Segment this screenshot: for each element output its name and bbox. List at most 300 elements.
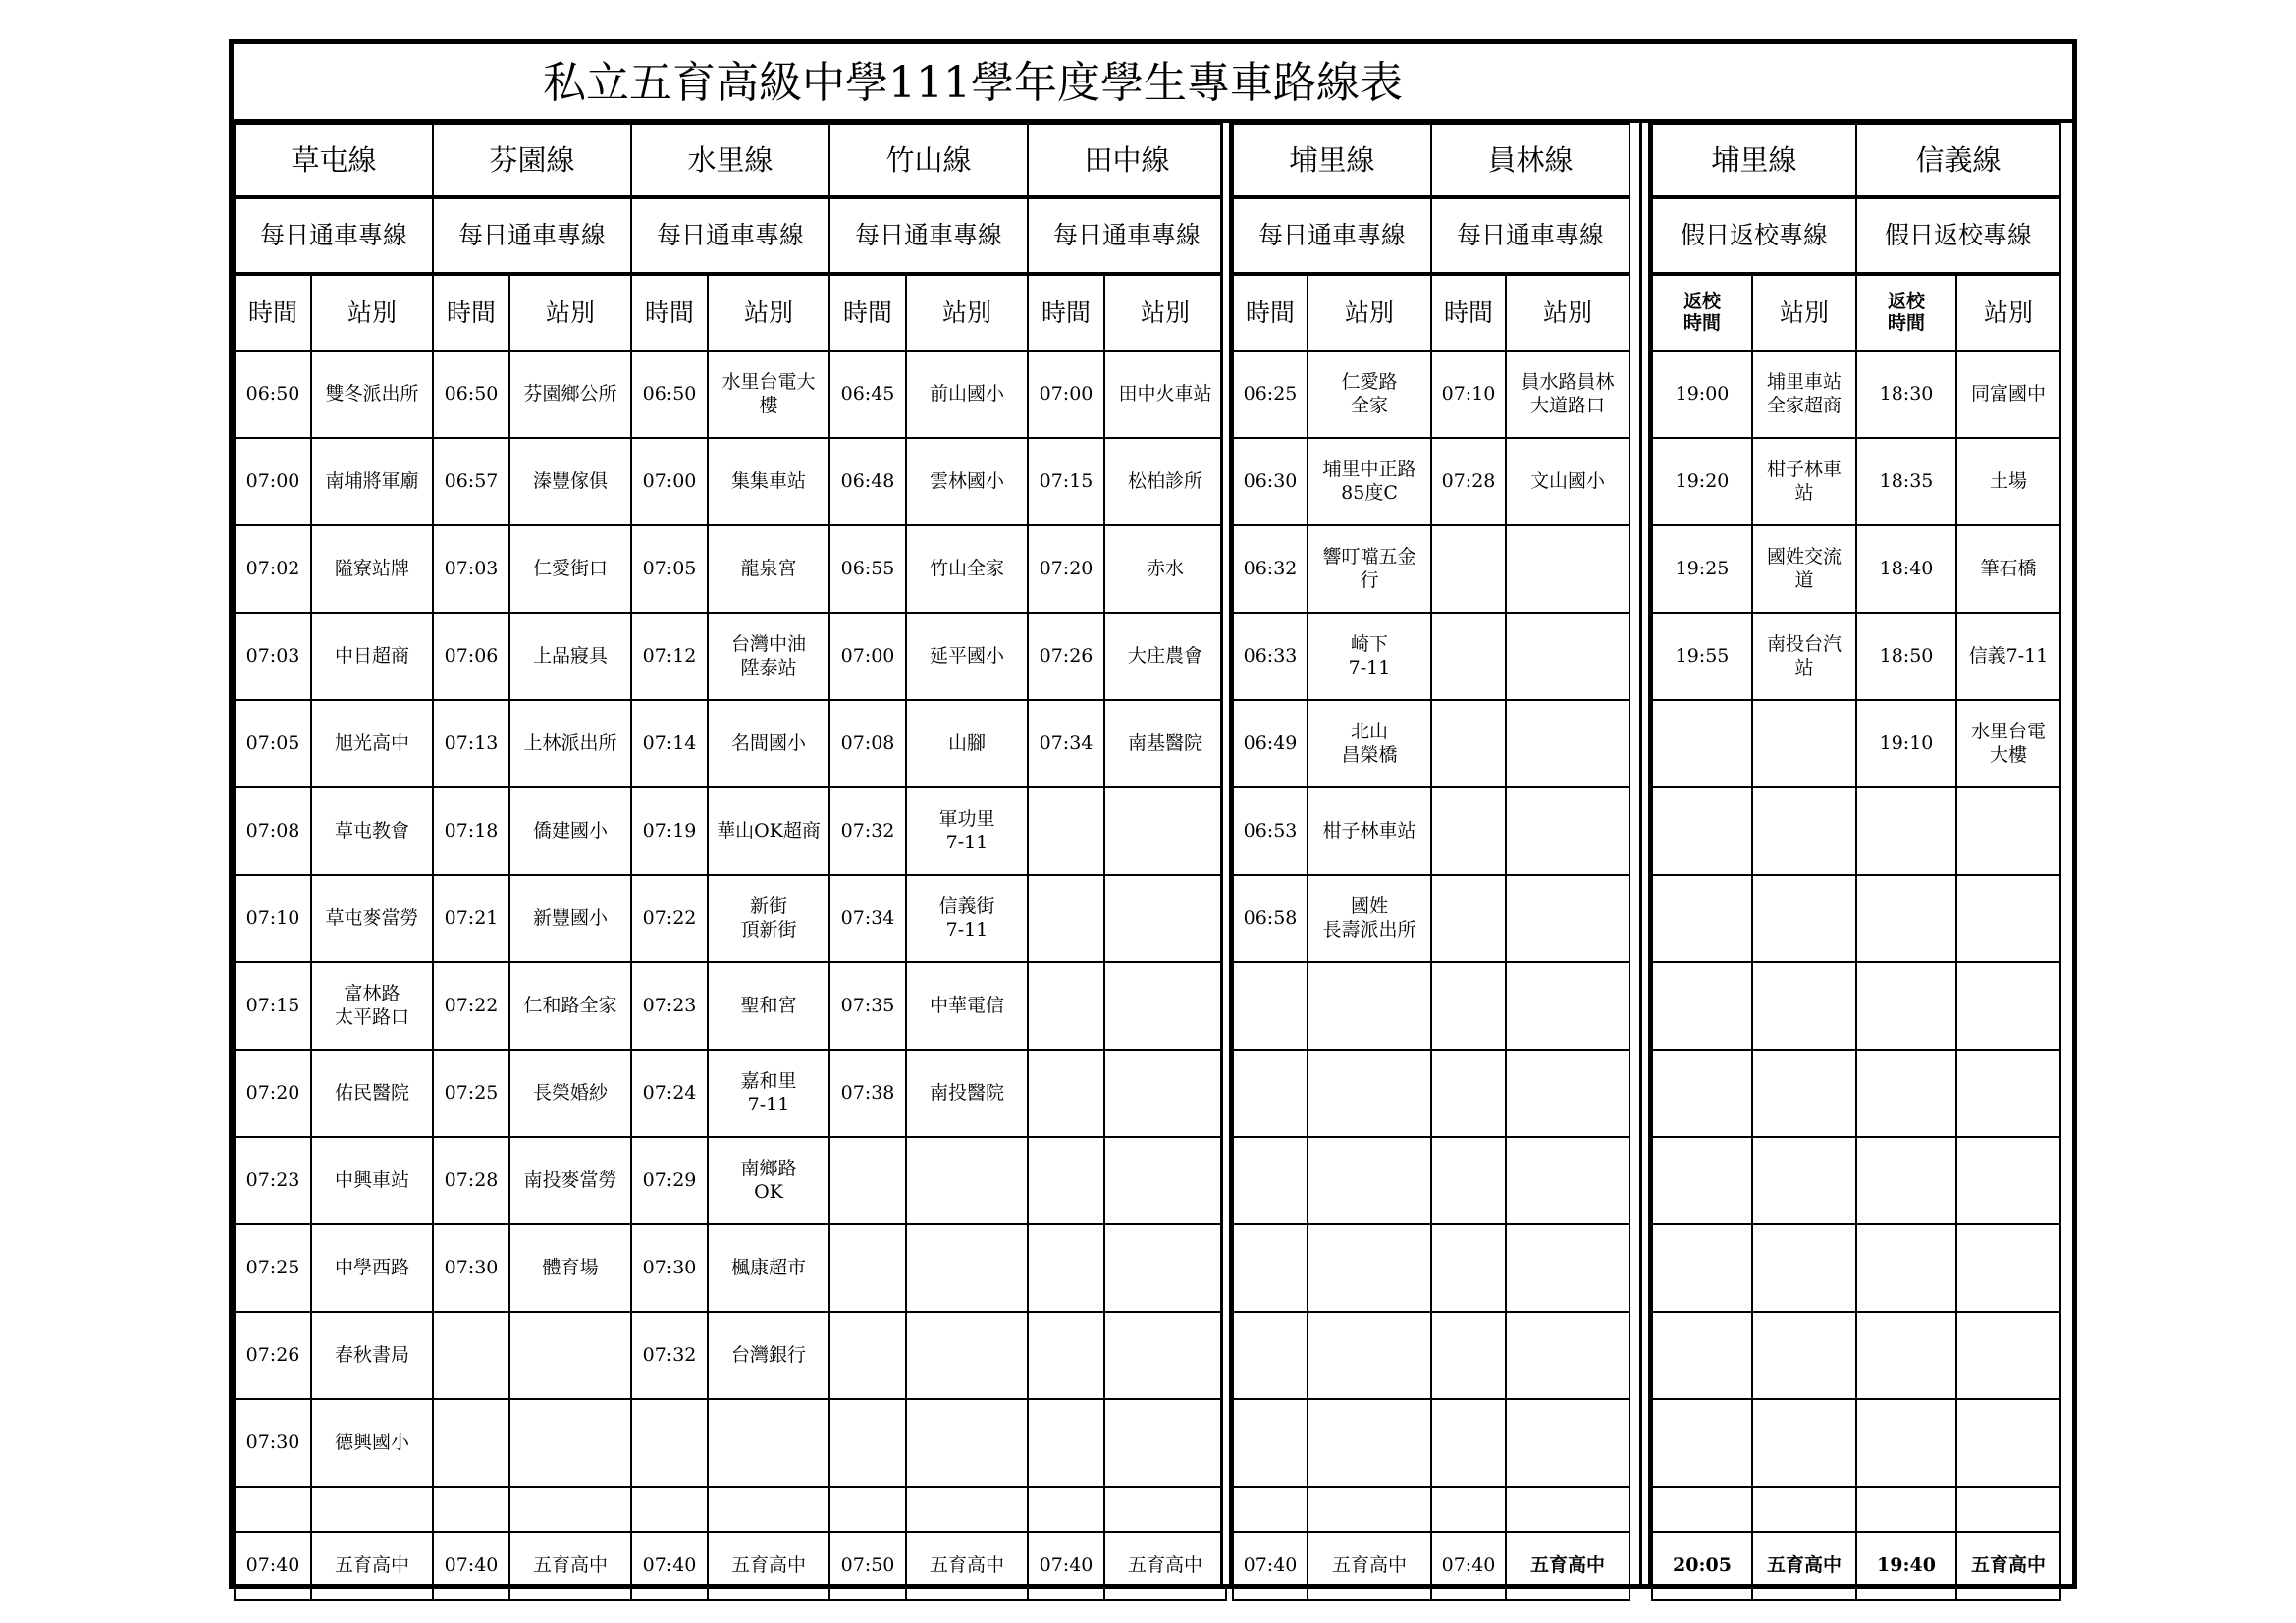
stop-time: 06:50 bbox=[631, 351, 708, 438]
stop-time: 07:00 bbox=[829, 613, 906, 700]
stop-time: 07:21 bbox=[433, 875, 509, 962]
stop-time: 07:08 bbox=[235, 787, 311, 875]
stop-time: 18:40 bbox=[1856, 525, 1956, 613]
time-header: 時間 bbox=[235, 274, 311, 351]
return-time-header: 返校 時間 bbox=[1856, 274, 1956, 351]
table-row bbox=[1652, 787, 2060, 875]
route-service-type: 每日通車專線 bbox=[1431, 197, 1629, 274]
stop-time: 07:15 bbox=[235, 962, 311, 1050]
stop-name: 新街 頂新街 bbox=[708, 875, 829, 962]
stop-name: 國姓交流 道 bbox=[1752, 525, 1856, 613]
stop-name: 竹山全家 bbox=[906, 525, 1028, 613]
stop-time bbox=[1028, 1050, 1104, 1137]
route-name: 信義線 bbox=[1856, 124, 2060, 197]
stop-time: 07:23 bbox=[235, 1137, 311, 1224]
table-row bbox=[1233, 351, 1629, 438]
time-header: 時間 bbox=[433, 274, 509, 351]
blank-cell bbox=[1856, 1487, 1956, 1532]
stop-time bbox=[1233, 1137, 1308, 1224]
table-row bbox=[1652, 962, 2060, 1050]
stop-name: 仁愛街口 bbox=[509, 525, 631, 613]
stop-name: 信義街 7-11 bbox=[906, 875, 1028, 962]
table-row bbox=[235, 962, 1226, 1050]
stop-name bbox=[1956, 1137, 2060, 1224]
stop-time: 07:29 bbox=[631, 1137, 708, 1224]
table-row bbox=[235, 351, 1226, 438]
stop-time bbox=[1431, 1050, 1506, 1137]
stop-time bbox=[1028, 1224, 1104, 1312]
table-row bbox=[1652, 1224, 2060, 1312]
stop-time bbox=[1652, 1399, 1752, 1487]
table-row bbox=[1233, 1399, 1629, 1487]
stop-time bbox=[1233, 1312, 1308, 1399]
final-row bbox=[235, 1532, 1226, 1600]
arrival-time: 07:40 bbox=[631, 1532, 708, 1600]
table-row bbox=[235, 438, 1226, 525]
table-row bbox=[1233, 962, 1629, 1050]
stop-name: 北山 昌榮橋 bbox=[1308, 700, 1431, 787]
stop-time: 07:26 bbox=[1028, 613, 1104, 700]
stop-time: 06:32 bbox=[1233, 525, 1308, 613]
stop-name bbox=[1752, 962, 1856, 1050]
stop-time: 07:30 bbox=[235, 1399, 311, 1487]
stop-time: 07:22 bbox=[433, 962, 509, 1050]
stop-name: 芬園鄉公所 bbox=[509, 351, 631, 438]
stop-name: 土場 bbox=[1956, 438, 2060, 525]
stop-name: 前山國小 bbox=[906, 351, 1028, 438]
stop-name bbox=[1956, 787, 2060, 875]
arrival-stop: 五育高中 bbox=[1506, 1532, 1629, 1600]
table-row bbox=[235, 1312, 1226, 1399]
stop-name: 旭光高中 bbox=[311, 700, 433, 787]
table-row bbox=[1233, 613, 1629, 700]
stop-name bbox=[1308, 1137, 1431, 1224]
stop-time: 07:05 bbox=[235, 700, 311, 787]
blank-cell bbox=[829, 1487, 906, 1532]
stop-name: 員水路員林 大道路口 bbox=[1506, 351, 1629, 438]
table-row bbox=[1652, 700, 2060, 787]
stop-name: 中日超商 bbox=[311, 613, 433, 700]
stop-time: 07:06 bbox=[433, 613, 509, 700]
route-name: 田中線 bbox=[1028, 124, 1226, 197]
blank-cell bbox=[235, 1487, 311, 1532]
stop-name: 隘寮站牌 bbox=[311, 525, 433, 613]
table-row bbox=[1233, 1312, 1629, 1399]
stop-name: 柑子林車 站 bbox=[1752, 438, 1856, 525]
stop-name bbox=[906, 1224, 1028, 1312]
blank-cell bbox=[509, 1487, 631, 1532]
route-service-type: 每日通車專線 bbox=[1028, 197, 1226, 274]
stop-name bbox=[1104, 1312, 1226, 1399]
stop-time bbox=[1431, 525, 1506, 613]
table-row bbox=[235, 1224, 1226, 1312]
stop-time: 07:15 bbox=[1028, 438, 1104, 525]
table-row bbox=[1652, 351, 2060, 438]
stop-time bbox=[1233, 962, 1308, 1050]
stop-name: 中華電信 bbox=[906, 962, 1028, 1050]
table-row bbox=[1233, 438, 1629, 525]
stop-time: 06:57 bbox=[433, 438, 509, 525]
blank-cell bbox=[1506, 1487, 1629, 1532]
stop-name: 草屯麥當勞 bbox=[311, 875, 433, 962]
time-header: 時間 bbox=[1028, 274, 1104, 351]
stop-time: 06:55 bbox=[829, 525, 906, 613]
stop-time: 07:35 bbox=[829, 962, 906, 1050]
table-row bbox=[235, 875, 1226, 962]
route-service-type: 每日通車專線 bbox=[631, 197, 829, 274]
table-row bbox=[1652, 875, 2060, 962]
stop-name bbox=[1956, 1224, 2060, 1312]
arrival-time: 20:05 bbox=[1652, 1532, 1752, 1600]
table-row bbox=[1652, 1050, 2060, 1137]
stop-time bbox=[1431, 787, 1506, 875]
stop-time bbox=[1233, 1399, 1308, 1487]
table-row bbox=[1233, 1137, 1629, 1224]
arrival-stop: 五育高中 bbox=[1956, 1532, 2060, 1600]
blank-cell bbox=[1431, 1487, 1506, 1532]
stop-header: 站別 bbox=[1104, 274, 1226, 351]
stop-name bbox=[906, 1137, 1028, 1224]
time-header: 時間 bbox=[1233, 274, 1308, 351]
final-row bbox=[1233, 1532, 1629, 1600]
stop-time: 19:20 bbox=[1652, 438, 1752, 525]
stop-name bbox=[1506, 875, 1629, 962]
route-group-daily_b bbox=[1232, 123, 1630, 1601]
stop-header: 站別 bbox=[311, 274, 433, 351]
stop-name: 上品寢具 bbox=[509, 613, 631, 700]
stop-time: 06:49 bbox=[1233, 700, 1308, 787]
stop-name: 松柏診所 bbox=[1104, 438, 1226, 525]
stop-time: 07:38 bbox=[829, 1050, 906, 1137]
stop-time bbox=[1028, 1312, 1104, 1399]
blank-cell bbox=[311, 1487, 433, 1532]
stop-name: 華山OK超商 bbox=[708, 787, 829, 875]
table-row bbox=[1652, 438, 2060, 525]
stop-name: 筆石橋 bbox=[1956, 525, 2060, 613]
stop-name: 軍功里 7-11 bbox=[906, 787, 1028, 875]
stop-name: 信義7-11 bbox=[1956, 613, 2060, 700]
stop-name bbox=[1506, 962, 1629, 1050]
stop-name bbox=[1104, 1399, 1226, 1487]
title-row bbox=[234, 44, 2072, 123]
stop-name: 名間國小 bbox=[708, 700, 829, 787]
stop-time: 07:26 bbox=[235, 1312, 311, 1399]
stop-name: 嘉和里 7-11 bbox=[708, 1050, 829, 1137]
stop-name bbox=[1104, 1137, 1226, 1224]
stop-name bbox=[1956, 1399, 2060, 1487]
stop-time bbox=[1652, 700, 1752, 787]
stop-time bbox=[1856, 1224, 1956, 1312]
stop-name bbox=[1104, 1050, 1226, 1137]
table-row bbox=[1233, 1050, 1629, 1137]
stop-name: 中興車站 bbox=[311, 1137, 433, 1224]
stop-name bbox=[1506, 1050, 1629, 1137]
blank-cell bbox=[708, 1487, 829, 1532]
blank-cell bbox=[433, 1487, 509, 1532]
stop-time bbox=[1431, 1312, 1506, 1399]
table-row bbox=[1652, 1137, 2060, 1224]
stop-time: 06:33 bbox=[1233, 613, 1308, 700]
stop-time bbox=[1652, 962, 1752, 1050]
stop-time: 07:19 bbox=[631, 787, 708, 875]
stop-name: 南鄉路 OK bbox=[708, 1137, 829, 1224]
stop-name bbox=[1104, 1224, 1226, 1312]
stop-time: 06:50 bbox=[433, 351, 509, 438]
stop-name bbox=[1956, 1050, 2060, 1137]
stop-name bbox=[1506, 1224, 1629, 1312]
stop-time: 18:30 bbox=[1856, 351, 1956, 438]
stop-time bbox=[1856, 1137, 1956, 1224]
stop-name: 台灣銀行 bbox=[708, 1312, 829, 1399]
stop-time bbox=[1028, 787, 1104, 875]
arrival-stop: 五育高中 bbox=[1104, 1532, 1226, 1600]
stop-name: 長榮婚紗 bbox=[509, 1050, 631, 1137]
stop-time bbox=[1652, 1312, 1752, 1399]
arrival-time: 07:40 bbox=[1028, 1532, 1104, 1600]
stop-name: 雙冬派出所 bbox=[311, 351, 433, 438]
stop-name: 溱豐傢俱 bbox=[509, 438, 631, 525]
arrival-stop: 五育高中 bbox=[708, 1532, 829, 1600]
stop-time: 07:20 bbox=[1028, 525, 1104, 613]
stop-name bbox=[1506, 525, 1629, 613]
stop-time bbox=[1431, 875, 1506, 962]
stop-name: 大庄農會 bbox=[1104, 613, 1226, 700]
stop-time: 07:24 bbox=[631, 1050, 708, 1137]
table-row bbox=[235, 1137, 1226, 1224]
stop-name: 崎下 7-11 bbox=[1308, 613, 1431, 700]
stop-time bbox=[829, 1312, 906, 1399]
stop-header: 站別 bbox=[1308, 274, 1431, 351]
table-row bbox=[1233, 787, 1629, 875]
stop-header: 站別 bbox=[708, 274, 829, 351]
table-row bbox=[235, 1050, 1226, 1137]
arrival-time: 07:50 bbox=[829, 1532, 906, 1600]
stop-time bbox=[1856, 1050, 1956, 1137]
stop-time: 07:13 bbox=[433, 700, 509, 787]
stop-time bbox=[631, 1399, 708, 1487]
arrival-time: 19:40 bbox=[1856, 1532, 1956, 1600]
stop-name: 田中火車站 bbox=[1104, 351, 1226, 438]
stop-name: 柑子林車站 bbox=[1308, 787, 1431, 875]
stop-time: 07:10 bbox=[235, 875, 311, 962]
arrival-time: 07:40 bbox=[1431, 1532, 1506, 1600]
table-row bbox=[235, 613, 1226, 700]
blank-cell bbox=[1956, 1487, 2060, 1532]
arrival-stop: 五育高中 bbox=[311, 1532, 433, 1600]
stop-time: 06:53 bbox=[1233, 787, 1308, 875]
stop-name bbox=[1506, 1137, 1629, 1224]
stop-name bbox=[1956, 1312, 2060, 1399]
arrival-stop: 五育高中 bbox=[1308, 1532, 1431, 1600]
arrival-stop: 五育高中 bbox=[906, 1532, 1028, 1600]
final-row bbox=[1652, 1532, 2060, 1600]
stop-time bbox=[1652, 1224, 1752, 1312]
stop-name: 上林派出所 bbox=[509, 700, 631, 787]
stop-time: 07:00 bbox=[1028, 351, 1104, 438]
stop-name: 新豐國小 bbox=[509, 875, 631, 962]
stop-time: 07:30 bbox=[631, 1224, 708, 1312]
stop-name: 國姓 長壽派出所 bbox=[1308, 875, 1431, 962]
stop-time bbox=[1028, 962, 1104, 1050]
stop-time bbox=[829, 1399, 906, 1487]
blank-cell bbox=[1028, 1487, 1104, 1532]
time-header: 時間 bbox=[631, 274, 708, 351]
stop-name: 水里台電 大樓 bbox=[1956, 700, 2060, 787]
stop-time: 19:25 bbox=[1652, 525, 1752, 613]
stop-name bbox=[1506, 787, 1629, 875]
blank-cell bbox=[1233, 1487, 1308, 1532]
group-separator bbox=[1220, 123, 1232, 1584]
stop-time: 06:58 bbox=[1233, 875, 1308, 962]
blank-cell bbox=[1104, 1487, 1226, 1532]
stop-time: 07:25 bbox=[235, 1224, 311, 1312]
stop-name bbox=[509, 1312, 631, 1399]
stop-name bbox=[1104, 787, 1226, 875]
arrival-time: 07:40 bbox=[433, 1532, 509, 1600]
stop-name: 南基醫院 bbox=[1104, 700, 1226, 787]
stop-name: 山腳 bbox=[906, 700, 1028, 787]
stop-name: 仁和路全家 bbox=[509, 962, 631, 1050]
stop-time: 18:50 bbox=[1856, 613, 1956, 700]
route-service-type: 每日通車專線 bbox=[1233, 197, 1431, 274]
route-name: 埔里線 bbox=[1233, 124, 1431, 197]
stop-name: 南埔將軍廟 bbox=[311, 438, 433, 525]
route-name: 員林線 bbox=[1431, 124, 1629, 197]
stop-name bbox=[1752, 875, 1856, 962]
arrival-time: 07:40 bbox=[1233, 1532, 1308, 1600]
stop-name: 德興國小 bbox=[311, 1399, 433, 1487]
stop-name: 雲林國小 bbox=[906, 438, 1028, 525]
stop-header: 站別 bbox=[1752, 274, 1856, 351]
blank-cell bbox=[1308, 1487, 1431, 1532]
table-row bbox=[1652, 613, 2060, 700]
stop-header: 站別 bbox=[1956, 274, 2060, 351]
stop-name: 響叮噹五金 行 bbox=[1308, 525, 1431, 613]
stop-time: 07:00 bbox=[235, 438, 311, 525]
stop-time bbox=[1431, 613, 1506, 700]
stop-time bbox=[1431, 1224, 1506, 1312]
stop-name: 集集車站 bbox=[708, 438, 829, 525]
stop-name bbox=[1956, 875, 2060, 962]
stop-time: 07:34 bbox=[1028, 700, 1104, 787]
stop-time bbox=[1233, 1050, 1308, 1137]
route-service-type: 每日通車專線 bbox=[235, 197, 433, 274]
arrival-stop: 五育高中 bbox=[1752, 1532, 1856, 1600]
return-time-header: 返校 時間 bbox=[1652, 274, 1752, 351]
stop-time: 07:12 bbox=[631, 613, 708, 700]
stop-name: 赤水 bbox=[1104, 525, 1226, 613]
stop-time: 07:32 bbox=[829, 787, 906, 875]
stop-time: 18:35 bbox=[1856, 438, 1956, 525]
stop-name: 埔里車站 全家超商 bbox=[1752, 351, 1856, 438]
table-row bbox=[235, 787, 1226, 875]
stop-time bbox=[1652, 1137, 1752, 1224]
arrival-stop: 五育高中 bbox=[509, 1532, 631, 1600]
stop-time: 19:10 bbox=[1856, 700, 1956, 787]
stop-time: 07:02 bbox=[235, 525, 311, 613]
stop-name: 龍泉宮 bbox=[708, 525, 829, 613]
stop-time: 07:14 bbox=[631, 700, 708, 787]
stop-name bbox=[1752, 1399, 1856, 1487]
table-row bbox=[235, 700, 1226, 787]
stop-time: 07:25 bbox=[433, 1050, 509, 1137]
stop-name bbox=[1506, 700, 1629, 787]
stop-time: 07:28 bbox=[433, 1137, 509, 1224]
stop-name: 僑建國小 bbox=[509, 787, 631, 875]
table-row bbox=[1233, 875, 1629, 962]
stop-time bbox=[1028, 1399, 1104, 1487]
arrival-time: 07:40 bbox=[235, 1532, 311, 1600]
blank-cell bbox=[906, 1487, 1028, 1532]
stop-header: 站別 bbox=[1506, 274, 1629, 351]
route-name: 竹山線 bbox=[829, 124, 1028, 197]
route-group-daily_a bbox=[234, 123, 1227, 1601]
table-row bbox=[1233, 1224, 1629, 1312]
stop-name: 南投醫院 bbox=[906, 1050, 1028, 1137]
stop-time bbox=[1028, 1137, 1104, 1224]
route-name: 埔里線 bbox=[1652, 124, 1856, 197]
table-row bbox=[1652, 1312, 2060, 1399]
stop-name bbox=[708, 1399, 829, 1487]
stop-name: 延平國小 bbox=[906, 613, 1028, 700]
stop-name: 體育場 bbox=[509, 1224, 631, 1312]
stop-name bbox=[509, 1399, 631, 1487]
group-separator bbox=[1639, 123, 1651, 1584]
stop-time: 07:30 bbox=[433, 1224, 509, 1312]
stop-name bbox=[1752, 787, 1856, 875]
stop-time: 06:50 bbox=[235, 351, 311, 438]
stop-name bbox=[1506, 1399, 1629, 1487]
stop-name bbox=[1308, 962, 1431, 1050]
stop-time bbox=[1652, 875, 1752, 962]
stop-name: 楓康超市 bbox=[708, 1224, 829, 1312]
blank-cell bbox=[1652, 1487, 1752, 1532]
stop-name bbox=[1506, 613, 1629, 700]
stop-time: 07:34 bbox=[829, 875, 906, 962]
stop-name bbox=[1308, 1224, 1431, 1312]
stop-time: 07:10 bbox=[1431, 351, 1506, 438]
stop-time bbox=[433, 1312, 509, 1399]
stop-time: 07:23 bbox=[631, 962, 708, 1050]
stop-time: 07:22 bbox=[631, 875, 708, 962]
stop-time: 07:03 bbox=[433, 525, 509, 613]
route-service-type: 假日返校專線 bbox=[1652, 197, 1856, 274]
stop-time: 07:32 bbox=[631, 1312, 708, 1399]
route-service-type: 每日通車專線 bbox=[829, 197, 1028, 274]
stop-name bbox=[1956, 962, 2060, 1050]
stop-name bbox=[1308, 1050, 1431, 1137]
stop-time bbox=[1856, 1399, 1956, 1487]
stop-time: 07:03 bbox=[235, 613, 311, 700]
route-name: 草屯線 bbox=[235, 124, 433, 197]
stop-name bbox=[1752, 1137, 1856, 1224]
stop-time bbox=[1028, 875, 1104, 962]
stop-time bbox=[829, 1137, 906, 1224]
stop-time: 07:08 bbox=[829, 700, 906, 787]
stop-time: 07:00 bbox=[631, 438, 708, 525]
blank-cell bbox=[631, 1487, 708, 1532]
stop-time: 06:48 bbox=[829, 438, 906, 525]
table-row bbox=[235, 525, 1226, 613]
time-header: 時間 bbox=[829, 274, 906, 351]
stop-header: 站別 bbox=[509, 274, 631, 351]
stop-name bbox=[906, 1399, 1028, 1487]
stop-time bbox=[1431, 700, 1506, 787]
stop-name bbox=[1506, 1312, 1629, 1399]
time-header: 時間 bbox=[1431, 274, 1506, 351]
stop-name: 南投台汽 站 bbox=[1752, 613, 1856, 700]
stop-name bbox=[906, 1312, 1028, 1399]
